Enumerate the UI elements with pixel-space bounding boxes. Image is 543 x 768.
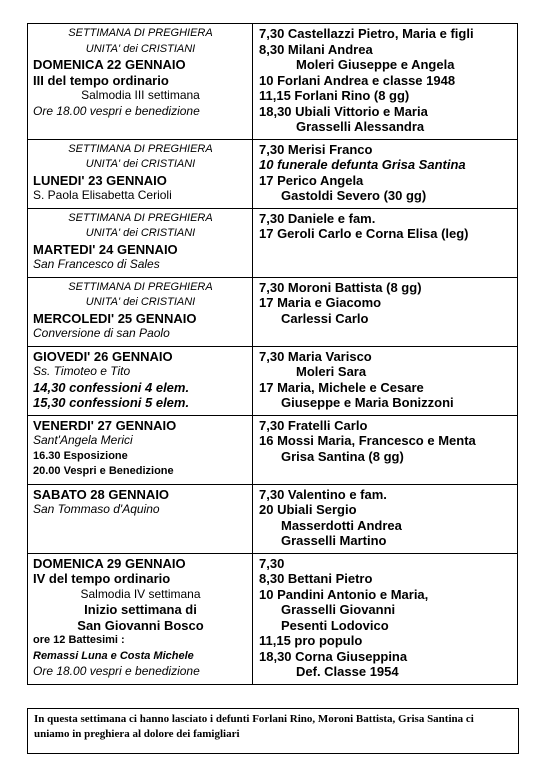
mass-intentions-cell: [253, 553, 518, 684]
mass-intention-line: Moleri Giuseppe e Angela: [296, 57, 455, 72]
day-info-line: SETTIMANA DI PREGHIERA: [68, 27, 213, 39]
day-info-cell: [28, 208, 253, 277]
mass-intention-line: 17 Maria e Giacomo: [259, 295, 382, 310]
day-info-line: San Giovanni Bosco: [77, 617, 204, 633]
mass-intention-line: Pesenti Lodovico: [281, 617, 389, 633]
mass-intentions-cell: [253, 415, 518, 484]
mass-intention-line: Moleri Sara: [296, 364, 367, 379]
mass-intention-line: Grisa Santina (8 gg): [281, 448, 404, 464]
day-row: [28, 553, 518, 684]
mass-intentions-cell: [253, 277, 518, 346]
day-info-line: Ore 18.00 vespri e benedizione: [33, 103, 200, 118]
day-info-line: San Tommaso d'Aquino: [33, 502, 160, 516]
day-info-line: SETTIMANA DI PREGHIERA: [68, 280, 213, 293]
day-info-line: 16.30 Esposizione: [33, 449, 128, 462]
mass-intention-line: 7,30 Daniele e fam.: [259, 210, 376, 226]
mass-intention-line: 11,15 pro populo: [259, 633, 363, 648]
day-info-cell: [28, 346, 253, 415]
mass-intention-line: 7,30 Merisi Franco: [259, 141, 373, 157]
mass-intention-line: 7,30: [259, 555, 285, 571]
mass-intention-line: Grasselli Giovanni: [281, 602, 396, 617]
day-info-line: DOMENICA 29 GENNAIO: [33, 555, 186, 571]
day-info-line: Ore 18.00 vespri e benedizione: [33, 664, 200, 678]
mass-intention-line: Grasselli Alessandra: [296, 119, 425, 134]
day-info-line: UNITA' dei CRISTIANI: [85, 158, 196, 170]
mass-intention-line: 7,30 Valentino e fam.: [259, 486, 387, 502]
day-info-cell: [28, 415, 253, 484]
day-info-line: 20.00 Vespri e Benedizione: [33, 465, 174, 477]
day-info-line: 15,30 confessioni 5 elem.: [33, 395, 190, 410]
day-info-line: SETTIMANA DI PREGHIERA: [68, 142, 213, 155]
mass-intention-line: 8,30 Bettani Pietro: [259, 571, 373, 586]
mass-intention-line: Grasselli Martino: [281, 533, 387, 548]
mass-intentions-cell: [253, 139, 518, 208]
mass-intention-line: 7,30 Castellazzi Pietro, Maria e figli: [259, 26, 474, 41]
day-row: [28, 277, 518, 346]
day-row: [28, 24, 518, 140]
day-info-line: Ss. Timoteo e Tito: [33, 364, 131, 378]
day-info-line: GIOVEDI' 26 GENNAIO: [33, 348, 173, 364]
day-info-line: 14,30 confessioni 4 elem.: [33, 379, 190, 395]
mass-intention-line: 7,30 Fratelli Carlo: [259, 417, 368, 433]
day-info-line: UNITA' dei CRISTIANI: [85, 296, 196, 308]
day-info-line: DOMENICA 22 GENNAIO: [33, 57, 186, 72]
day-info-line: MARTEDI' 24 GENNAIO: [33, 241, 178, 257]
day-row: [28, 139, 518, 208]
mass-intention-line: 18,30 Corna Giuseppina: [259, 648, 408, 664]
mass-intention-line: 8,30 Milani Andrea: [259, 41, 373, 57]
day-info-line: IV del tempo ordinario: [33, 571, 171, 586]
day-info-line: Inizio settimana di: [84, 602, 197, 617]
mass-intention-line: 17 Maria, Michele e Cesare: [259, 379, 424, 395]
mass-intention-line: 7,30 Moroni Battista (8 gg): [259, 279, 422, 295]
day-info-cell: [28, 277, 253, 346]
day-row: [28, 346, 518, 415]
footer-notice: In questa settimana ci hanno lasciato i defunti Forlani Rino, Moroni Battista, Grisa Santina ci uniamo in preghiera al dolore dei famigliari: [27, 708, 519, 754]
mass-intention-line: 17 Geroli Carlo e Corna Elisa (leg): [259, 226, 469, 241]
mass-intention-line: 10 Forlani Andrea e classe 1948: [259, 72, 456, 88]
day-info-line: ore 12 Battesimi :: [33, 634, 125, 646]
day-info-line: Sant'Angela Merici: [33, 433, 133, 447]
mass-intention-line: 20 Ubiali Sergio: [259, 502, 357, 517]
day-info-cell: [28, 24, 253, 140]
day-info-cell: [28, 139, 253, 208]
mass-intention-line: 10 Pandini Antonio e Maria,: [259, 586, 429, 602]
day-info-cell: [28, 484, 253, 553]
mass-intention-line: Masserdotti Andrea: [281, 517, 402, 533]
day-info-line: VENERDI' 27 GENNAIO: [33, 417, 177, 433]
mass-intentions-cell: [253, 484, 518, 553]
day-row: [28, 484, 518, 553]
day-info-line: SABATO 28 GENNAIO: [33, 486, 170, 502]
day-info-line: Conversione di san Paolo: [33, 326, 170, 340]
schedule-body: [28, 24, 518, 685]
mass-intentions-cell: [253, 24, 518, 140]
day-info-line: San Francesco di Sales: [33, 257, 160, 271]
day-info-cell: [28, 553, 253, 684]
weekly-mass-schedule: [27, 23, 518, 685]
mass-intention-line: 18,30 Ubiali Vittorio e Maria: [259, 103, 428, 119]
day-info-line: Salmodia III settimana: [81, 88, 200, 102]
day-info-line: S. Paola Elisabetta Cerioli: [33, 188, 172, 202]
day-info-line: UNITA' dei CRISTIANI: [85, 42, 196, 55]
day-info-line: Remassi Luna e Costa Michele: [33, 649, 194, 662]
day-info-line: III del tempo ordinario: [33, 72, 169, 88]
day-info-line: Salmodia IV settimana: [80, 586, 201, 601]
day-info-line: MERCOLEDI' 25 GENNAIO: [33, 310, 197, 326]
mass-intentions-cell: [253, 208, 518, 277]
mass-intention-line: 11,15 Forlani Rino (8 gg): [259, 88, 410, 103]
mass-intention-line: Def. Classe 1954: [296, 664, 399, 679]
day-info-line: LUNEDI' 23 GENNAIO: [33, 172, 167, 188]
mass-intention-line: 16 Mossi Maria, Francesco e Menta: [259, 433, 476, 448]
mass-intention-line: Carlessi Carlo: [281, 310, 369, 326]
day-row: [28, 415, 518, 484]
day-info-line: UNITA' dei CRISTIANI: [85, 227, 196, 239]
day-row: [28, 208, 518, 277]
mass-intention-line: 10 funerale defunta Grisa Santina: [259, 157, 466, 172]
mass-intention-line: 17 Perico Angela: [259, 172, 364, 188]
mass-intentions-cell: [253, 346, 518, 415]
mass-intention-line: 7,30 Maria Varisco: [259, 348, 372, 364]
mass-intention-line: Gastoldi Severo (30 gg): [281, 188, 427, 203]
day-info-line: SETTIMANA DI PREGHIERA: [68, 211, 213, 224]
mass-intention-line: Giuseppe e Maria Bonizzoni: [281, 395, 454, 410]
